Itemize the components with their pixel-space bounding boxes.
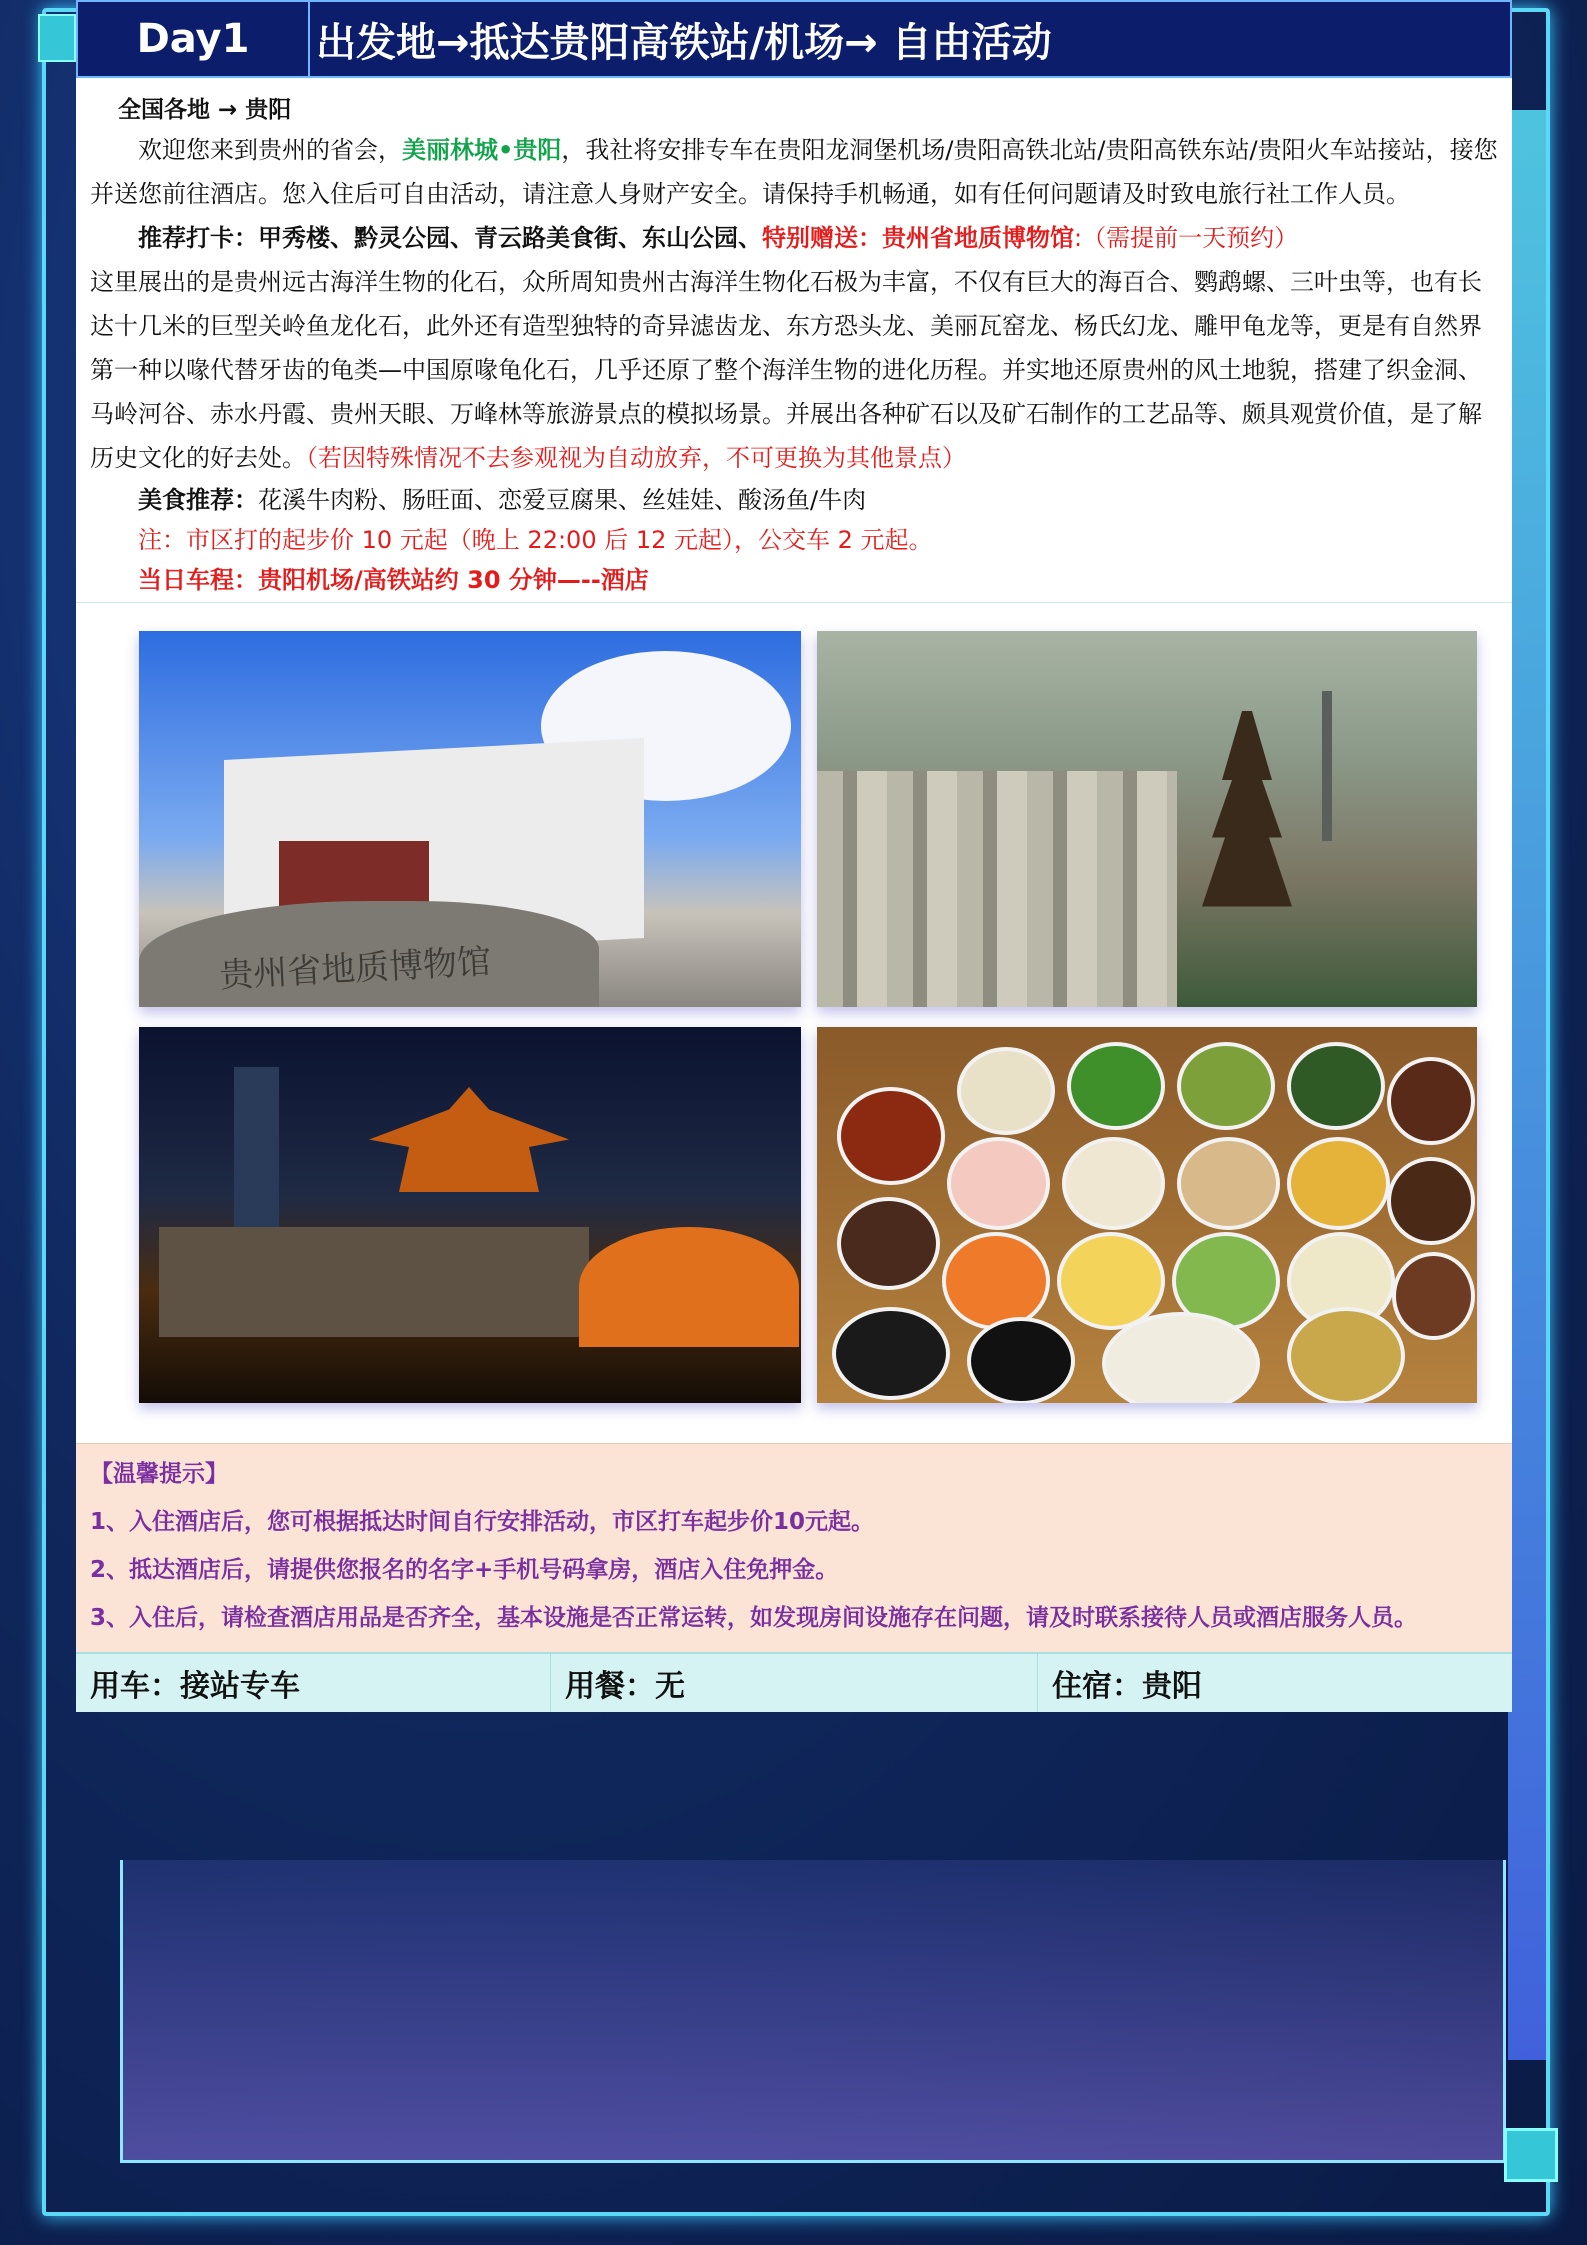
decorative-corner-bottom-right <box>1504 2128 1558 2182</box>
museum-sign-text: 贵州省地质博物馆 <box>218 941 493 997</box>
tips-item: 1、入住酒店后，您可根据抵达时间自行安排活动，市区打车起步价10元起。 <box>90 1509 875 1535</box>
recommend-label: 推荐打卡： <box>138 224 258 252</box>
food-items: 花溪牛肉粉、肠旺面、恋爱豆腐果、丝娃娃、酸汤鱼/牛肉 <box>258 486 867 514</box>
recommend-paragraph <box>90 216 1498 260</box>
tips-item: 2、抵达酒店后，请提供您报名的名字+手机号码拿房，酒店入住免押金。 <box>90 1557 839 1583</box>
drive-time: 当日车程：贵阳机场/高铁站约 30 分钟—--酒店 <box>138 566 649 594</box>
recommend-places: 甲秀楼、黔灵公园、青云路美食街、东山公园、 <box>258 224 762 252</box>
itinerary-text <box>76 78 1512 602</box>
welcome-prefix: 欢迎您来到贵州的省会， <box>138 136 402 164</box>
fare-note: 注：市区打的起步价 10 元起（晚上 22:00 后 12 元起），公交车 2 元起。 <box>138 526 933 554</box>
museum-description <box>90 260 1498 480</box>
day-header <box>76 0 1512 78</box>
food-label: 美食推荐： <box>138 486 258 514</box>
gift-label: 特别赠送：贵州省地质博物馆 <box>762 224 1074 252</box>
meals-info: 用餐：无 <box>551 1654 1038 1712</box>
transport-info: 用车：接站专车 <box>76 1654 551 1712</box>
city-name: 美丽林城•贵阳 <box>402 136 562 164</box>
geology-museum-photo <box>139 631 801 1007</box>
itinerary-card <box>76 0 1512 1712</box>
city-pagoda-photo <box>817 631 1477 1007</box>
local-food-photo <box>817 1027 1477 1403</box>
tips-item: 3、入住后，请检查酒店用品是否齐全，基本设施是否正常运转，如发现房间设施存在问题，请及时联系接待人员或酒店服务人员。 <box>90 1605 1418 1631</box>
gift-note: :（需提前一天预约） <box>1074 224 1299 252</box>
route-line: 全国各地 → 贵阳 <box>118 97 292 123</box>
welcome-suffix: ，我社将安排专车在贵阳龙洞堡机场/贵阳高铁北站/贵阳高铁东站/贵阳火车站接站，接您并送您前往酒店。您入住后可自由活动，请注意人身财产安全。请保持手机畅通，如有任何问题请及时致电旅行社工作人员。 <box>90 136 1498 208</box>
welcome-paragraph <box>90 128 1498 216</box>
lodging-info: 住宿：贵阳 <box>1052 1669 1202 1704</box>
museum-warning: （若因特殊情况不去参观视为自动放弃，不可更换为其他景点） <box>306 444 966 472</box>
trip-info-bar <box>76 1652 1512 1712</box>
photo-gallery <box>76 602 1512 1443</box>
warm-tips <box>76 1443 1512 1652</box>
decorative-corner-top-left <box>38 14 76 62</box>
jiaxiu-tower-night-photo <box>139 1027 801 1403</box>
day-label: Day1 <box>78 2 310 76</box>
museum-desc-text: 这里展出的是贵州远古海洋生物的化石，众所周知贵州古海洋生物化石极为丰富，不仅有巨大的海百合、鹦鹉螺、三叶虫等，也有长达十几米的巨型关岭鱼龙化石，此外还有造型独特的奇异滤齿龙、东方恐头龙、美丽瓦窑龙、杨氏幻龙、雕甲龟龙等，更是有自然界第一种以喙代替牙齿的龟类—中国原喙龟化石，几乎还原了整个海洋生物的进化历程。并实地还原贵州的风土地貌，搭建了织金洞、马岭河谷、赤水丹霞、贵州天眼、万峰林等旅游景点的模拟场景。并展出各种矿石以及矿石制作的工艺品等、颇具观赏价值，是了解历史文化的好去处。 <box>90 268 1482 472</box>
food-paragraph <box>90 480 1498 520</box>
decorative-inner-frame <box>120 1860 1506 2163</box>
tips-title: 【温馨提示】 <box>90 1461 228 1487</box>
day-title: 出发地→抵达贵阳高铁站/机场→ 自由活动 <box>316 19 1052 66</box>
